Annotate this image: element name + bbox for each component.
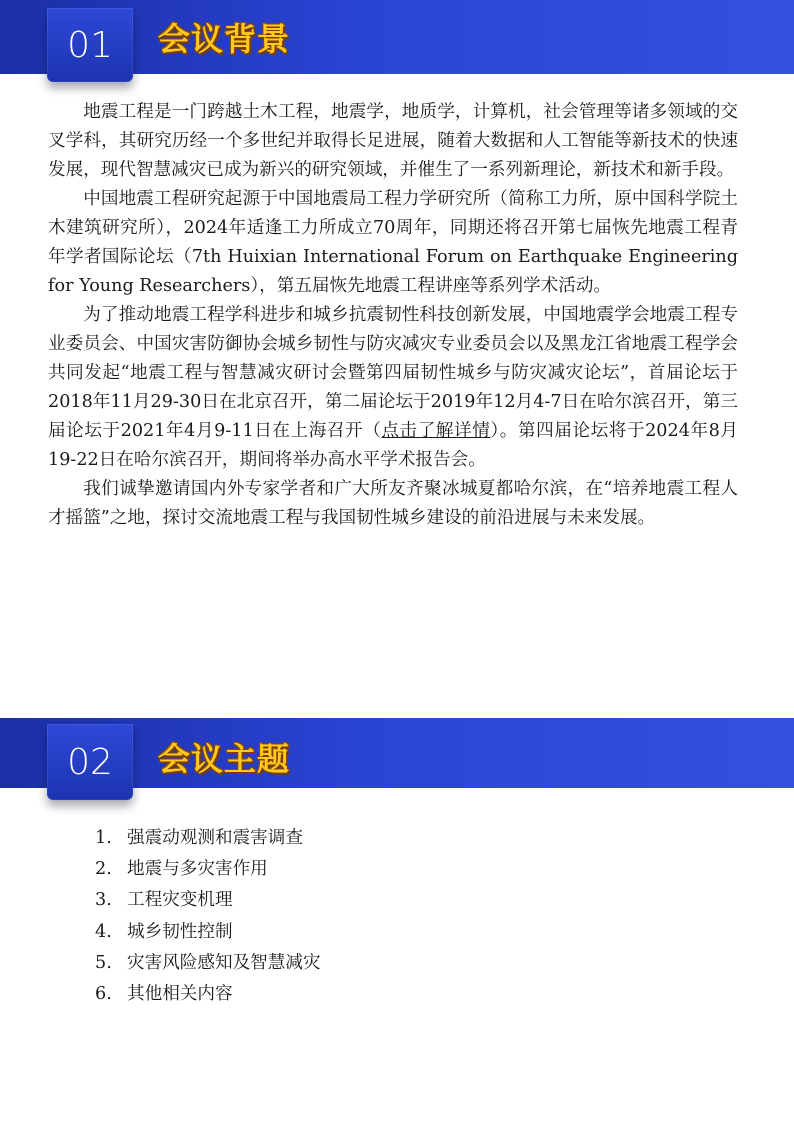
section-title: 会议主题 xyxy=(158,740,291,778)
topic-list xyxy=(95,823,321,1010)
section-number-badge: 02 xyxy=(47,724,133,800)
list-item xyxy=(95,948,321,979)
list-index: 1. xyxy=(95,828,112,848)
list-item xyxy=(95,854,321,885)
list-item xyxy=(95,979,321,1010)
section-number-badge: 01 xyxy=(47,8,133,82)
list-index: 5. xyxy=(95,952,112,973)
topic-text: 强震动观测和震害调查 xyxy=(127,828,303,848)
details-link[interactable]: 点击了解详情 xyxy=(381,421,491,441)
paragraph-text: ）。第四届论坛将于2024年8月19-22日在哈尔滨召开，期间将举办高水平学术报告会。 xyxy=(48,421,738,470)
list-item xyxy=(95,917,321,948)
paragraph: 地震工程是一门跨越土木工程，地震学，地质学，计算机，社会管理等诸多领域的交叉学科，其研究历经一个多世纪并取得长足进展，随着大数据和人工智能等新技术的快速发展，现代智慧减灾已成为新兴的研究领域，并催生了一系列新理论，新技术和新手段。 xyxy=(48,102,738,180)
list-item xyxy=(95,885,321,916)
list-index: 2. xyxy=(95,859,112,880)
topic-text: 工程灾变机理 xyxy=(127,890,233,911)
paragraph-text: 为了推动地震工程学科进步和城乡抗震韧性科技创新发展，中国地震学会地震工程专业委员会、中国灾害防御协会城乡韧性与防灾减灾专业委员会以及黑龙江省地震工程学会共同发起“地震工程与智慧减灾研讨会暨第四届韧性城乡与防灾减灾论坛”，首届论坛于2018年11月29-30日在北京召开，第二届论坛于2019年12月4-7日在哈尔滨召开，第三届论坛于2021年4月9-11日在上海召开（ xyxy=(48,305,738,441)
topic-text: 城乡韧性控制 xyxy=(127,921,233,942)
section-title: 会议背景 xyxy=(158,20,291,58)
background-text xyxy=(48,98,738,533)
list-index: 4. xyxy=(95,921,112,942)
paragraph xyxy=(48,301,738,475)
topic-text: 其他相关内容 xyxy=(127,984,233,1005)
topic-text: 地震与多灾害作用 xyxy=(127,859,268,880)
paragraph: 中国地震工程研究起源于中国地震局工程力学研究所（简称工力所，原中国科学院土木建筑研究所），2024年适逢工力所成立70周年，同期还将召开第七届恢先地震工程青年学者国际论坛（7th Huixian International Forum on Earthquake Engineering for Young Researchers），第五届恢先地震工程讲座等系列学术活动。 xyxy=(48,189,738,296)
list-item xyxy=(95,823,321,854)
list-index: 3. xyxy=(95,890,112,911)
topic-text: 灾害风险感知及智慧减灾 xyxy=(127,952,321,973)
list-index: 6. xyxy=(95,984,112,1005)
paragraph: 我们诚挚邀请国内外专家学者和广大所友齐聚冰城夏都哈尔滨，在“培养地震工程人才摇篮”之地，探讨交流地震工程与我国韧性城乡建设的前沿进展与未来发展。 xyxy=(48,479,738,528)
